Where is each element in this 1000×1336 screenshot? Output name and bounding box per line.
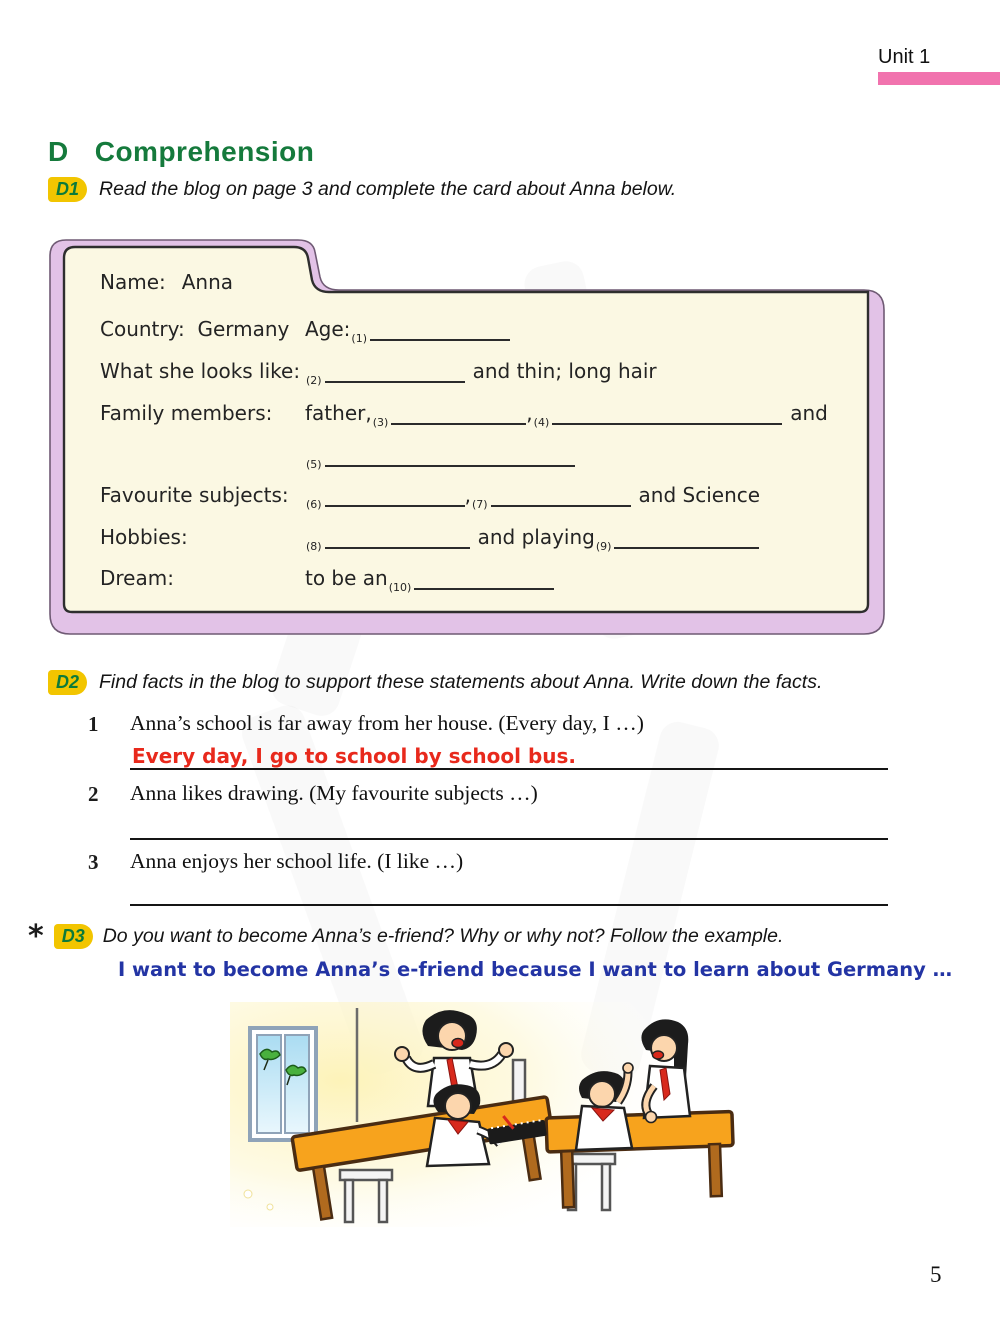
d2-row bbox=[48, 670, 978, 695]
item-1-answer: Every day, I go to school by school bus. bbox=[132, 744, 577, 768]
item-2-answer-line[interactable] bbox=[130, 838, 888, 840]
card-row-looks: What she looks like: $^{(2)}$ and thin; long hair bbox=[100, 359, 657, 387]
blank-10[interactable] bbox=[414, 565, 554, 590]
section-letter: D bbox=[48, 136, 69, 167]
section-title: Comprehension bbox=[94, 136, 315, 167]
blank-9[interactable] bbox=[614, 524, 759, 549]
blank-7[interactable] bbox=[491, 482, 631, 507]
classroom-illustration bbox=[230, 1002, 740, 1234]
d2-badge: D2 bbox=[48, 670, 87, 695]
card-row-family-cont: (5) bbox=[100, 442, 862, 467]
card-row-country-age: Country: Germany Age: $^{(1)}$ bbox=[100, 316, 862, 341]
d1-badge: D1 bbox=[48, 177, 87, 202]
subjects-label: Favourite subjects: bbox=[100, 483, 289, 507]
d3-example: I want to become Anna’s e-friend because I want to learn about Germany … bbox=[118, 958, 953, 981]
hobbies-label: Hobbies: bbox=[100, 525, 188, 549]
d1-instruction: Read the blog on page 3 and complete the card about Anna below. bbox=[99, 178, 677, 200]
card-row-name bbox=[100, 270, 862, 294]
name-label: Name: bbox=[100, 270, 166, 294]
family-label: Family members: bbox=[100, 401, 273, 425]
family-comma: , bbox=[526, 401, 533, 425]
item-2-number: 2 bbox=[88, 782, 99, 806]
dream-label: Dream: bbox=[100, 566, 174, 590]
blank-5[interactable] bbox=[325, 442, 575, 467]
unit-accent-bar bbox=[878, 72, 1000, 85]
blank-4[interactable] bbox=[552, 400, 782, 425]
looks-after: and thin; long hair bbox=[472, 359, 657, 383]
item-3-text: Anna enjoys her school life. (I like …) bbox=[130, 849, 464, 873]
item-1-answer-line[interactable] bbox=[130, 768, 888, 770]
hobbies-mid: and playing bbox=[477, 525, 595, 549]
blank-8[interactable] bbox=[325, 524, 470, 549]
unit-label: Unit 1 bbox=[878, 46, 931, 68]
d3-row bbox=[28, 918, 978, 954]
subjects-comma: , bbox=[464, 483, 471, 507]
optional-star: * bbox=[28, 918, 44, 954]
blank-3[interactable] bbox=[391, 400, 526, 425]
card-row-subjects: Favourite subjects: $^{(6)}$ , $^{(7)}$ and Science bbox=[100, 483, 761, 511]
dream-prefix: to be an bbox=[305, 566, 388, 590]
student-girl-talking bbox=[641, 1019, 690, 1122]
section-heading bbox=[48, 136, 314, 168]
subjects-after: and Science bbox=[638, 483, 761, 507]
window bbox=[250, 1028, 316, 1140]
looks-label: What she looks like: bbox=[100, 359, 301, 383]
d3-badge: D3 bbox=[54, 924, 93, 949]
item-3-number: 3 bbox=[88, 850, 99, 874]
d2-instruction: Find facts in the blog to support these statements about Anna. Write down the facts. bbox=[99, 671, 823, 693]
blank-6[interactable] bbox=[325, 482, 465, 507]
anna-info-card bbox=[48, 238, 886, 636]
name-value: Anna bbox=[181, 270, 234, 294]
item-1-text: Anna’s school is far away from her house. (Every day, I …) bbox=[130, 711, 644, 735]
blank-2[interactable] bbox=[325, 358, 465, 383]
card-row-family: Family members: father, $^{(3)}$ , $^{(4)}$ and bbox=[100, 401, 828, 429]
family-prefix: father, bbox=[305, 401, 372, 425]
age-label: Age: bbox=[305, 317, 351, 341]
item-2-text: Anna likes drawing. (My favourite subjects …) bbox=[130, 781, 538, 805]
page-number: 5 bbox=[930, 1262, 942, 1287]
country-label: Country: Germany bbox=[100, 317, 290, 341]
family-after: and bbox=[790, 401, 828, 425]
blank-1[interactable] bbox=[370, 316, 510, 341]
card-row-dream: Dream: to be an $^{(10)}$ bbox=[100, 565, 862, 590]
item-3-answer-line[interactable] bbox=[130, 904, 888, 906]
d1-row bbox=[48, 177, 948, 202]
card-row-hobbies: Hobbies: $^{(8)}$ and playing $^{(9)}$ bbox=[100, 524, 862, 549]
item-1-number: 1 bbox=[88, 712, 99, 736]
d3-instruction: Do you want to become Anna’s e-friend? Why or why not? Follow the example. bbox=[102, 925, 784, 947]
